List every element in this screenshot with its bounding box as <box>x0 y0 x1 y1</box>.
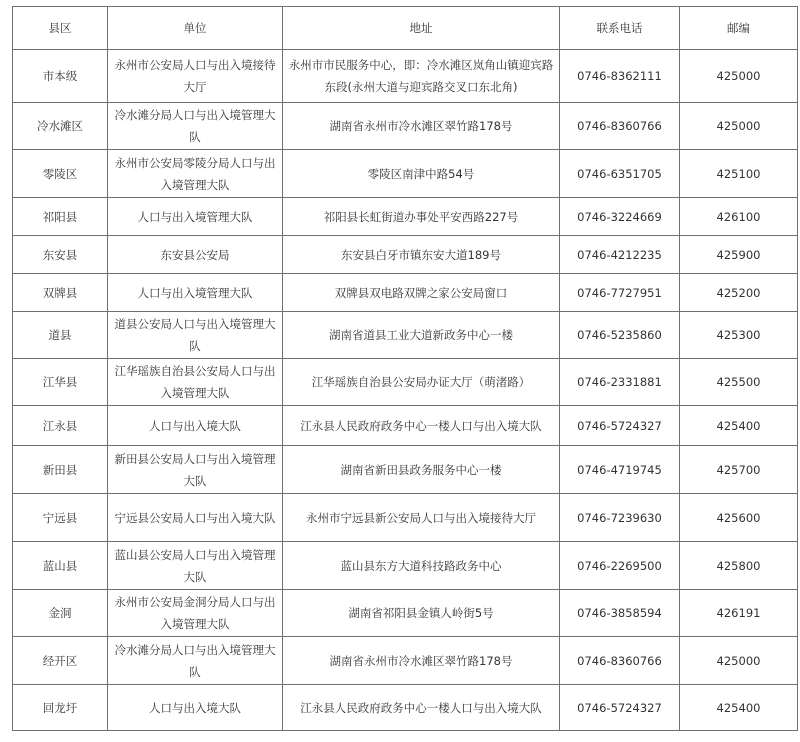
county-cell: 江永县 <box>13 406 108 446</box>
unit-cell: 人口与出入境管理大队 <box>108 198 283 236</box>
address-cell: 湖南省永州市冷水滩区翠竹路178号 <box>283 637 560 685</box>
phone-cell: 0746-2269500 <box>560 542 680 590</box>
address-cell: 江华瑶族自治县公安局办证大厅（萌渚路） <box>283 359 560 406</box>
county-cell: 冷水滩区 <box>13 103 108 150</box>
address-cell: 江永县人民政府政务中心一楼人口与出入境大队 <box>283 406 560 446</box>
table-row <box>13 359 798 406</box>
table-body <box>13 50 798 731</box>
postcode-cell: 425400 <box>680 406 798 446</box>
table-row <box>13 494 798 542</box>
phone-cell: 0746-3858594 <box>560 590 680 637</box>
table-row <box>13 50 798 103</box>
phone-cell: 0746-2331881 <box>560 359 680 406</box>
address-cell: 湖南省祁阳县金镇人岭街5号 <box>283 590 560 637</box>
county-cell: 江华县 <box>13 359 108 406</box>
county-cell: 东安县 <box>13 236 108 274</box>
unit-cell: 人口与出入境大队 <box>108 406 283 446</box>
unit-cell: 冷水滩分局人口与出入境管理大队 <box>108 103 283 150</box>
table-row <box>13 103 798 150</box>
table-row <box>13 446 798 494</box>
phone-cell: 0746-6351705 <box>560 150 680 198</box>
address-cell: 蓝山县东方大道科技路政务中心 <box>283 542 560 590</box>
postcode-cell: 426100 <box>680 198 798 236</box>
county-cell: 市本级 <box>13 50 108 103</box>
phone-cell: 0746-4719745 <box>560 446 680 494</box>
unit-cell: 新田县公安局人口与出入境管理大队 <box>108 446 283 494</box>
unit-cell: 永州市公安局人口与出入境接待大厅 <box>108 50 283 103</box>
unit-cell: 蓝山县公安局人口与出入境管理大队 <box>108 542 283 590</box>
phone-cell: 0746-5724327 <box>560 685 680 731</box>
postcode-cell: 425800 <box>680 542 798 590</box>
header-unit: 单位 <box>108 7 283 50</box>
postcode-cell: 425500 <box>680 359 798 406</box>
county-cell: 金洞 <box>13 590 108 637</box>
county-cell: 祁阳县 <box>13 198 108 236</box>
table-row <box>13 542 798 590</box>
unit-cell: 永州市公安局金洞分局人口与出入境管理大队 <box>108 590 283 637</box>
phone-cell: 0746-5235860 <box>560 312 680 359</box>
phone-cell: 0746-8362111 <box>560 50 680 103</box>
postcode-cell: 425400 <box>680 685 798 731</box>
table-row <box>13 590 798 637</box>
table-row <box>13 274 798 312</box>
unit-cell: 冷水滩分局人口与出入境管理大队 <box>108 637 283 685</box>
unit-cell: 道县公安局人口与出入境管理大队 <box>108 312 283 359</box>
unit-cell: 东安县公安局 <box>108 236 283 274</box>
phone-cell: 0746-3224669 <box>560 198 680 236</box>
address-cell: 永州市市民服务中心，即：冷水滩区岚角山镇迎宾路东段(永州大道与迎宾路交叉口东北角) <box>283 50 560 103</box>
phone-cell: 0746-4212235 <box>560 236 680 274</box>
postcode-cell: 425100 <box>680 150 798 198</box>
county-cell: 蓝山县 <box>13 542 108 590</box>
postcode-cell: 425300 <box>680 312 798 359</box>
county-cell: 新田县 <box>13 446 108 494</box>
county-cell: 道县 <box>13 312 108 359</box>
table-row <box>13 198 798 236</box>
unit-cell: 江华瑶族自治县公安局人口与出入境管理大队 <box>108 359 283 406</box>
header-postcode: 邮编 <box>680 7 798 50</box>
county-cell: 回龙圩 <box>13 685 108 731</box>
address-cell: 江永县人民政府政务中心一楼人口与出入境大队 <box>283 685 560 731</box>
table-row <box>13 637 798 685</box>
table-row <box>13 312 798 359</box>
county-cell: 经开区 <box>13 637 108 685</box>
phone-cell: 0746-7239630 <box>560 494 680 542</box>
postcode-cell: 425900 <box>680 236 798 274</box>
phone-cell: 0746-7727951 <box>560 274 680 312</box>
postcode-cell: 425200 <box>680 274 798 312</box>
unit-cell: 永州市公安局零陵分局人口与出入境管理大队 <box>108 150 283 198</box>
county-cell: 零陵区 <box>13 150 108 198</box>
postcode-cell: 425000 <box>680 103 798 150</box>
office-table <box>12 6 798 731</box>
county-cell: 双牌县 <box>13 274 108 312</box>
header-county: 县区 <box>13 7 108 50</box>
postcode-cell: 425000 <box>680 637 798 685</box>
table-row <box>13 685 798 731</box>
address-cell: 湖南省新田县政务服务中心一楼 <box>283 446 560 494</box>
address-cell: 零陵区南津中路54号 <box>283 150 560 198</box>
address-cell: 东安县白牙市镇东安大道189号 <box>283 236 560 274</box>
unit-cell: 人口与出入境大队 <box>108 685 283 731</box>
table-row <box>13 406 798 446</box>
header-phone: 联系电话 <box>560 7 680 50</box>
table-row <box>13 236 798 274</box>
address-cell: 湖南省永州市冷水滩区翠竹路178号 <box>283 103 560 150</box>
header-address: 地址 <box>283 7 560 50</box>
postcode-cell: 425700 <box>680 446 798 494</box>
postcode-cell: 425600 <box>680 494 798 542</box>
address-cell: 双牌县双电路双牌之家公安局窗口 <box>283 274 560 312</box>
unit-cell: 宁远县公安局人口与出入境大队 <box>108 494 283 542</box>
phone-cell: 0746-5724327 <box>560 406 680 446</box>
unit-cell: 人口与出入境管理大队 <box>108 274 283 312</box>
header-row <box>13 7 798 50</box>
table-row <box>13 150 798 198</box>
address-cell: 湖南省道县工业大道新政务中心一楼 <box>283 312 560 359</box>
phone-cell: 0746-8360766 <box>560 103 680 150</box>
county-cell: 宁远县 <box>13 494 108 542</box>
address-cell: 祁阳县长虹街道办事处平安西路227号 <box>283 198 560 236</box>
phone-cell: 0746-8360766 <box>560 637 680 685</box>
postcode-cell: 426191 <box>680 590 798 637</box>
postcode-cell: 425000 <box>680 50 798 103</box>
address-cell: 永州市宁远县新公安局人口与出入境接待大厅 <box>283 494 560 542</box>
